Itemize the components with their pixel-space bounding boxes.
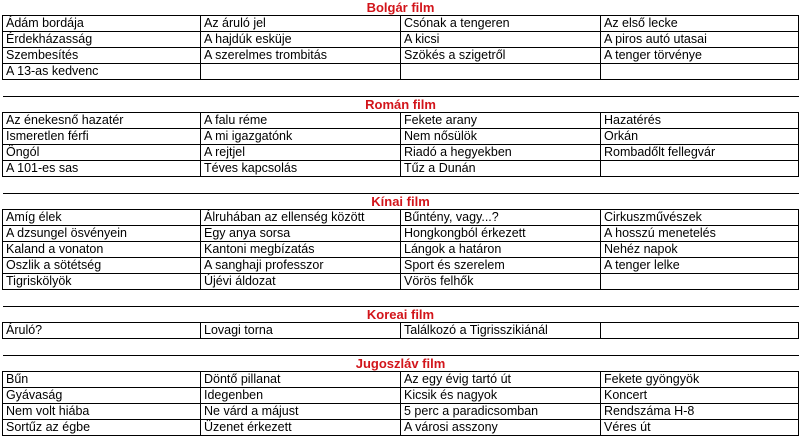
section-title: Koreai film (3, 307, 799, 323)
section-spacer (3, 339, 799, 356)
film-title-cell: Szembesítés (3, 48, 201, 64)
spacer-cell (3, 290, 799, 307)
table-row (3, 388, 799, 404)
spacer-cell (3, 80, 799, 97)
film-title-cell: Újévi áldozat (201, 274, 401, 290)
film-title-cell: Az első lecke (601, 16, 799, 32)
empty-cell (601, 323, 799, 339)
film-title-cell: Téves kapcsolás (201, 161, 401, 177)
film-title-cell: A 101-es sas (3, 161, 201, 177)
table-row (3, 113, 799, 129)
table-row (3, 129, 799, 145)
film-title-cell: Orkán (601, 129, 799, 145)
film-title-cell: A tenger törvénye (601, 48, 799, 64)
empty-cell (601, 161, 799, 177)
film-title-cell: Véres út (601, 420, 799, 436)
film-title-cell: Az énekesnő hazatér (3, 113, 201, 129)
section-heading-row (3, 356, 799, 372)
film-title-cell: Tigriskölyök (3, 274, 201, 290)
film-title-cell: Üzenet érkezett (201, 420, 401, 436)
film-title-cell: Nem volt hiába (3, 404, 201, 420)
film-title-cell: Szökés a szigetről (401, 48, 601, 64)
film-title-cell: Riadó a hegyekben (401, 145, 601, 161)
table-row (3, 258, 799, 274)
film-title-cell: Csónak a tengeren (401, 16, 601, 32)
film-title-cell: A hosszú menetelés (601, 226, 799, 242)
film-title-cell: A falu réme (201, 113, 401, 129)
film-title-cell: Rendszáma H-8 (601, 404, 799, 420)
film-table-body (3, 0, 799, 436)
table-row (3, 32, 799, 48)
section-heading-row (3, 307, 799, 323)
film-title-cell: Egy anya sorsa (201, 226, 401, 242)
film-title-cell: Rombadőlt fellegvár (601, 145, 799, 161)
film-title-cell: Idegenben (201, 388, 401, 404)
film-title-cell: Kantoni megbízatás (201, 242, 401, 258)
table-row (3, 16, 799, 32)
film-title-cell: Bűn (3, 372, 201, 388)
film-title-cell: Tűz a Dunán (401, 161, 601, 177)
film-title-cell: Az áruló jel (201, 16, 401, 32)
table-row (3, 226, 799, 242)
table-row (3, 323, 799, 339)
film-title-cell: Az egy évig tartó út (401, 372, 601, 388)
section-heading-row (3, 97, 799, 113)
film-title-cell: Találkozó a Tigrisszikiánál (401, 323, 601, 339)
section-title: Bolgár film (3, 0, 799, 16)
spacer-cell (3, 177, 799, 194)
table-row (3, 420, 799, 436)
film-title-cell: Cirkuszművészek (601, 210, 799, 226)
section-heading-row (3, 194, 799, 210)
table-row (3, 404, 799, 420)
table-row (3, 242, 799, 258)
film-title-cell: Fekete gyöngyök (601, 372, 799, 388)
film-title-cell: Ismeretlen férfi (3, 129, 201, 145)
film-title-cell: Hongkongból érkezett (401, 226, 601, 242)
film-title-cell: Döntő pillanat (201, 372, 401, 388)
section-title: Román film (3, 97, 799, 113)
empty-cell (601, 64, 799, 80)
table-row (3, 145, 799, 161)
section-heading-row (3, 0, 799, 16)
film-title-cell: Kicsik és nagyok (401, 388, 601, 404)
film-title-cell: Gyávaság (3, 388, 201, 404)
film-title-cell: Bűntény, vagy...? (401, 210, 601, 226)
film-title-cell: A szerelmes trombitás (201, 48, 401, 64)
film-title-cell: Amíg élek (3, 210, 201, 226)
film-title-cell: A sanghaji professzor (201, 258, 401, 274)
empty-cell (401, 64, 601, 80)
film-title-cell: A piros autó utasai (601, 32, 799, 48)
film-title-cell: A mi igazgatónk (201, 129, 401, 145)
film-title-cell: A hajdúk esküje (201, 32, 401, 48)
film-title-cell: Oszlik a sötétség (3, 258, 201, 274)
spacer-cell (3, 339, 799, 356)
film-title-cell: Öngól (3, 145, 201, 161)
film-title-cell: A dzsungel ösvényein (3, 226, 201, 242)
film-title-cell: Nehéz napok (601, 242, 799, 258)
film-title-cell: Hazatérés (601, 113, 799, 129)
section-spacer (3, 80, 799, 97)
section-spacer (3, 177, 799, 194)
section-title: Jugoszláv film (3, 356, 799, 372)
film-title-cell: Sortűz az égbe (3, 420, 201, 436)
film-title-cell: A városi asszony (401, 420, 601, 436)
section-title: Kínai film (3, 194, 799, 210)
table-row (3, 210, 799, 226)
film-title-cell: Álruhában az ellenség között (201, 210, 401, 226)
film-title-cell: A tenger lelke (601, 258, 799, 274)
film-title-cell: Ádám bordája (3, 16, 201, 32)
film-table (2, 0, 799, 436)
film-title-cell: Vörös felhők (401, 274, 601, 290)
film-title-cell: Áruló? (3, 323, 201, 339)
table-row (3, 48, 799, 64)
film-title-cell: Nem nősülök (401, 129, 601, 145)
film-title-cell: 5 perc a paradicsomban (401, 404, 601, 420)
table-row (3, 161, 799, 177)
film-title-cell: Fekete arany (401, 113, 601, 129)
film-title-cell: A 13-as kedvenc (3, 64, 201, 80)
film-title-cell: Lángok a határon (401, 242, 601, 258)
film-title-cell: Ne várd a májust (201, 404, 401, 420)
section-spacer (3, 290, 799, 307)
film-title-cell: A rejtjel (201, 145, 401, 161)
film-title-cell: Sport és szerelem (401, 258, 601, 274)
film-title-cell: Koncert (601, 388, 799, 404)
table-row (3, 274, 799, 290)
film-title-cell: Lovagi torna (201, 323, 401, 339)
table-row (3, 64, 799, 80)
table-row (3, 372, 799, 388)
film-title-cell: Érdekházasság (3, 32, 201, 48)
film-title-cell: Kaland a vonaton (3, 242, 201, 258)
empty-cell (201, 64, 401, 80)
empty-cell (601, 274, 799, 290)
film-title-cell: A kicsi (401, 32, 601, 48)
